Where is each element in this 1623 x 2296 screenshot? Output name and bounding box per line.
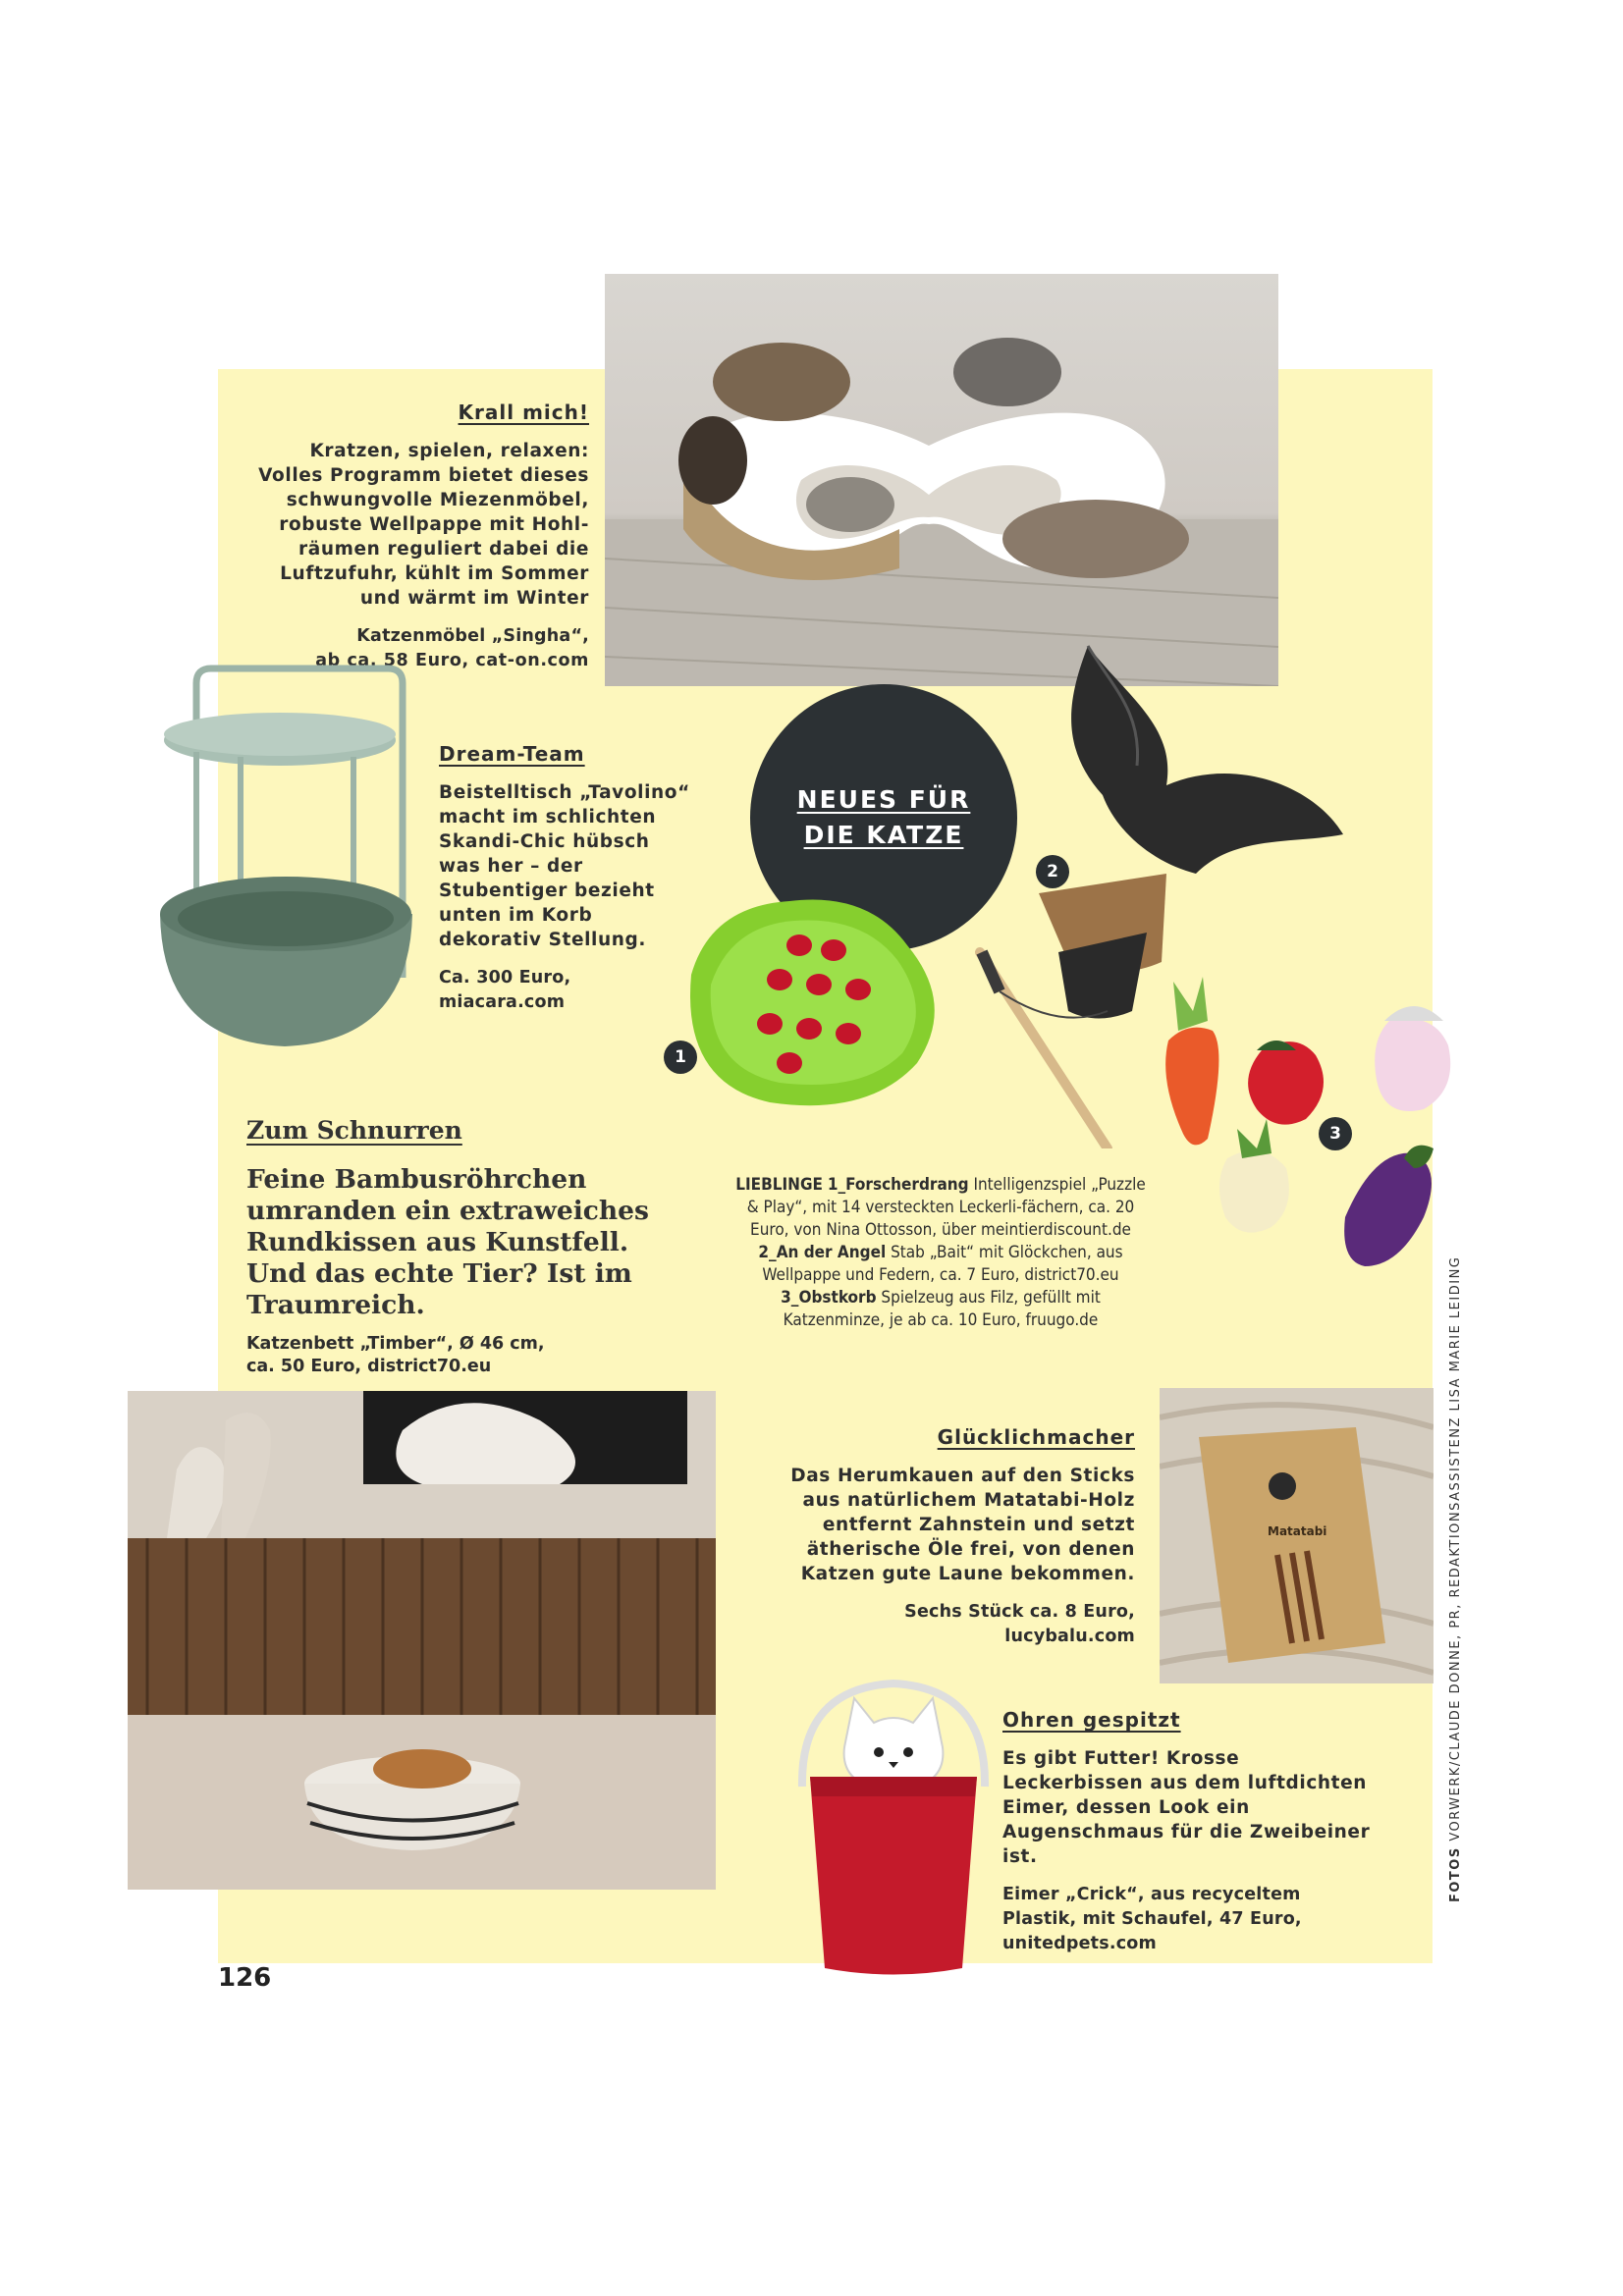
lieblinge-num-3: 3 (781, 1288, 791, 1308)
lieblinge-desc-3: Spielzeug aus Filz, gefüllt mit Katzenminze, je ab ca. 10 Euro, fruugo.de (783, 1288, 1101, 1330)
page-number: 126 (218, 1963, 272, 1993)
lieblinge-desc-2: Stab „Bait“ mit Glöckchen, aus Wellpappe und Federn, ca. 7 Euro, district70.eu (762, 1243, 1123, 1285)
ohren-section (1002, 1708, 1376, 1956)
ohren-body: Es gibt Futter! Krosse Leckerbissen aus dem luftdichten Eimer, dessen Look ein Augenschmaus für die Zweibeiner ist. (1002, 1748, 1371, 1867)
photo-credit (1448, 1256, 1463, 1902)
dream-section (439, 742, 694, 1015)
krall-credit-1: Katzenmöbel „Singha“, (356, 626, 589, 646)
headline-line-2: DIE KATZE (803, 821, 964, 849)
marker-3: 3 (1319, 1117, 1352, 1150)
marker-1: 1 (664, 1041, 697, 1074)
lieblinge-caption: LIEBLINGE 1_Forscherdrang Intelligenzspiel „Puzzle & Play“, mit 14 versteckten Leckerli-fächern, ca. 20 Euro, von Nina Ottosson, über meintierdiscount.de 2_An der Angel Stab „Bait“ mit Glöckchen, aus Wellpappe und Federn, ca. 7 Euro, district70.eu 3_Obstkorb Spielzeug aus Filz, gefüllt mit Katzenminze, je ab ca. 10 Euro, fruugo.de (735, 1175, 1146, 1330)
side-table-image (152, 664, 422, 1056)
lieblinge-desc-1: Intelligenzspiel „Puzzle & Play“, mit 14 versteckten Leckerli-fächern, ca. 20 Euro, von Nina Ottosson, über meintierdiscount.de (746, 1175, 1146, 1240)
gluecklich-body: Das Herumkauen auf den Sticks aus natürlichem Matatabi-Holz entfernt Zahnstein und setzt ätherische Öle frei, von denen Katzen gute Laune bekommen. (790, 1466, 1135, 1584)
lieblinge-title-3: Obstkorb (798, 1288, 877, 1308)
lieblinge-num-1: 1 (827, 1175, 839, 1195)
matatabi-bag-label: Matatabi (1268, 1524, 1327, 1538)
dream-body: Beistelltisch „Tavolino“ macht im schlichten Skandi-Chic hübsch was her – der Stubentiger bezieht unten im Korb dekorativ Stellung. (439, 782, 690, 950)
dream-credit: Ca. 300 Euro, miacara.com (439, 968, 571, 1012)
lieblinge-label: LIEBLINGE (735, 1175, 823, 1195)
puzzle-toy-image (672, 886, 966, 1117)
schnurren-credit-1: Katzenbett „Timber“, Ø 46 cm, (246, 1334, 545, 1354)
krall-body: Kratzen, spielen, relaxen: Volles Programm bietet dieses schwungvolle Miezenmöbel, robuste Wellpappe mit Hohl-räumen reguliert dabei die Luftzufuhr, kühlt im Sommer und wärmt im Winter (258, 441, 589, 609)
schnurren-body: Feine Bambusröhrchen umranden ein extraweiches Rundkissen aus Kunstfell. Und das echte Tier? Ist im Traumreich. (246, 1164, 649, 1320)
krall-section (257, 400, 589, 673)
gluecklich-title: Glücklichmacher (937, 1425, 1135, 1449)
lieblinge-title-2: An der Angel (776, 1243, 887, 1262)
sideboard-cat-bed-photo (128, 1391, 716, 1890)
lieblinge-num-2: 2 (758, 1243, 770, 1262)
ohren-title: Ohren gespitzt (1002, 1708, 1181, 1732)
schnurren-section (246, 1116, 659, 1378)
ohren-credit: Eimer „Crick“, aus recyceltem Plastik, mit Schaufel, 47 Euro, unitedpets.com (1002, 1885, 1302, 1953)
photo-credit-label: FOTOS (1448, 1846, 1463, 1902)
marker-2: 2 (1036, 855, 1069, 888)
food-bucket-image (790, 1669, 997, 1983)
dream-title: Dream-Team (439, 742, 585, 766)
krall-credit-2: ab ca. 58 Euro, cat-on.com (315, 651, 589, 670)
headline-line-1: NEUES FÜR (796, 785, 971, 814)
kittens-scratcher-photo (605, 274, 1278, 686)
schnurren-credit-2: ca. 50 Euro, district70.eu (246, 1357, 492, 1376)
photo-credit-text: VORWERK/CLAUDE DONNE, PR, REDAKTIONSASSISTENZ LISA MARIE LEIDING (1448, 1255, 1463, 1842)
gluecklich-credit: Sechs Stück ca. 8 Euro, lucybalu.com (904, 1602, 1135, 1646)
krall-title: Krall mich! (458, 400, 589, 424)
gluecklich-section (785, 1425, 1135, 1649)
lieblinge-title-1: Forscherdrang (845, 1175, 969, 1195)
matatabi-photo (1160, 1388, 1434, 1683)
schnurren-title: Zum Schnurren (246, 1116, 462, 1145)
